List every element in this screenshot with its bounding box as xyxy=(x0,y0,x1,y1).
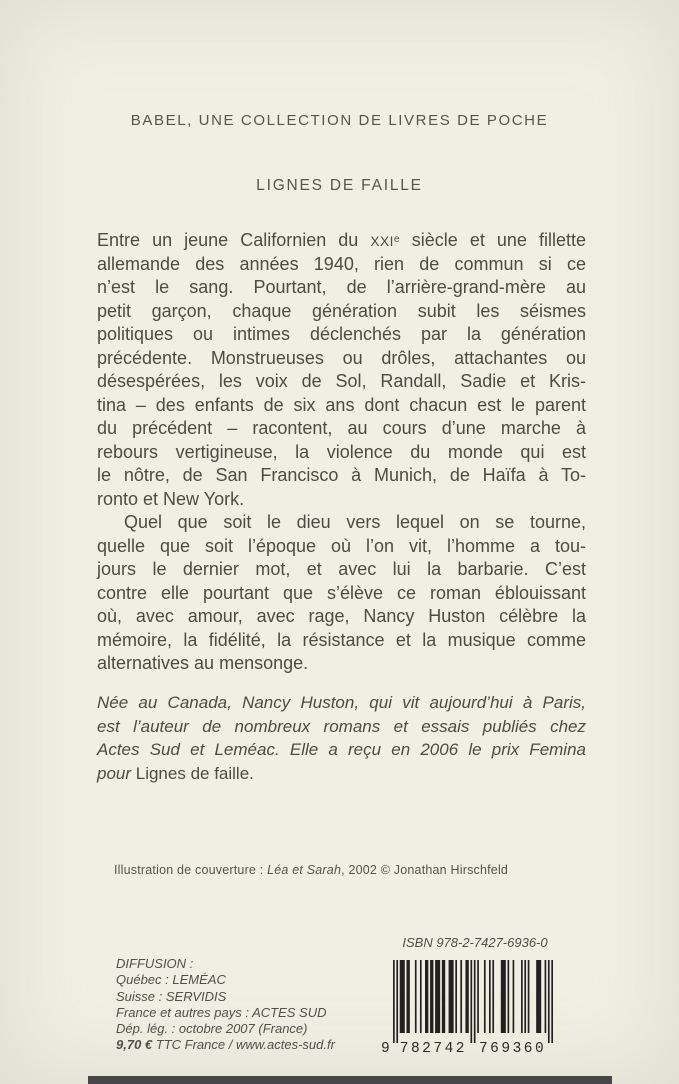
imprint-block xyxy=(116,956,335,1054)
text-line xyxy=(97,762,586,786)
text-line: mémoire, la fidélité, la résistance et la musique comme xyxy=(97,629,586,650)
text-line: précédente. Monstrueuses ou drôles, attachantes ou xyxy=(97,347,586,368)
text-line: petit garçon, chaque génération subit les séismes xyxy=(97,300,586,321)
isbn-label: ISBN 978-2-7427-6936-0 xyxy=(402,935,548,950)
text-segment: Léa et Sarah xyxy=(267,863,342,877)
text-line: désespérées, les voix de Sol, Randall, Sadie et Kris- xyxy=(97,371,586,391)
text-line: Née au Canada, Nancy Huston, qui vit aujourd’hui à Paris, xyxy=(97,693,586,712)
synopsis-paragraph-1 xyxy=(97,229,586,511)
text-line: France et autres pays : ACTES SUD xyxy=(116,1004,327,1020)
text-segment: , 2002 © Jonathan Hirschfeld xyxy=(341,863,509,877)
text-line: où, avec amour, avec rage, Nancy Huston célèbre la xyxy=(97,606,586,626)
text-segment: 9,70 € xyxy=(116,1037,153,1053)
text-segment: pour xyxy=(97,763,136,783)
synopsis-paragraph-2 xyxy=(97,511,586,676)
text-segment: Entre un jeune Californien du xyxy=(97,230,371,250)
ean-barcode xyxy=(377,958,553,1058)
synopsis xyxy=(97,229,586,676)
text-line: contre elle pourtant que s’élève ce roman éblouissant xyxy=(97,582,586,603)
text-line: Québec : LEMÉAC xyxy=(116,972,226,988)
text-line: n’est le sang. Pourtant, de l’arrière-grand-mère au xyxy=(97,277,586,297)
text-line: Actes Sud et Leméac. Elle a reçu en 2006 le prix Femina xyxy=(97,740,586,759)
cover-illustration-credit xyxy=(114,863,508,877)
text-line: quelle que soit l’époque où l’on vit, l’homme a tou- xyxy=(97,535,586,556)
book-title: LIGNES DE FAILLE xyxy=(256,177,423,194)
text-line xyxy=(97,229,586,253)
text-line: ronto et New York. xyxy=(97,488,245,509)
text-line: est l’auteur de nombreux romans et essais publiés chez xyxy=(97,716,586,736)
text-line: jours le dernier mot, et avec lui la barbarie. C’est xyxy=(97,559,586,579)
text-line: Quel que soit le dieu vers lequel on se tourne, xyxy=(124,512,586,532)
text-line: Dép. lég. : octobre 2007 (France) xyxy=(116,1021,308,1037)
text-line: politiques ou intimes déclenchés par la génération xyxy=(97,324,586,344)
photo-bottom-edge xyxy=(88,1076,612,1084)
text-line: allemande des années 1940, rien de commun si ce xyxy=(97,253,586,274)
text-line: tina – des enfants de six ans dont chacun est le parent xyxy=(97,394,586,415)
text-segment: e xyxy=(393,234,400,246)
text-segment: XXI xyxy=(370,234,394,249)
text-line: DIFFUSION : xyxy=(116,956,194,971)
text-line: du précédent – racontent, au cours d’une marche à xyxy=(97,418,586,438)
collection-header: BABEL, UNE COLLECTION DE LIVRES DE POCHE xyxy=(130,112,549,129)
text-segment: siècle et une fillette xyxy=(399,230,586,250)
author-bio xyxy=(97,691,586,785)
text-segment: Lignes de faille. xyxy=(135,763,254,783)
text-segment: TTC France / www.actes-sud.fr xyxy=(152,1037,335,1053)
barcode-lead-digit: 9 xyxy=(381,1041,393,1057)
text-line: rebours vertigineuse, la violence du monde qui est xyxy=(97,441,586,462)
barcode-group2: 769360 xyxy=(478,1041,547,1057)
text-line xyxy=(116,1037,335,1053)
text-line: le nôtre, de San Francisco à Munich, de Haïfa à To- xyxy=(97,465,586,485)
text-line: Suisse : SERVIDIS xyxy=(116,988,227,1004)
barcode-group1: 782742 xyxy=(399,1041,468,1057)
text-line: alternatives au mensonge. xyxy=(97,653,309,673)
text-segment: Illustration de couverture : xyxy=(114,863,268,877)
